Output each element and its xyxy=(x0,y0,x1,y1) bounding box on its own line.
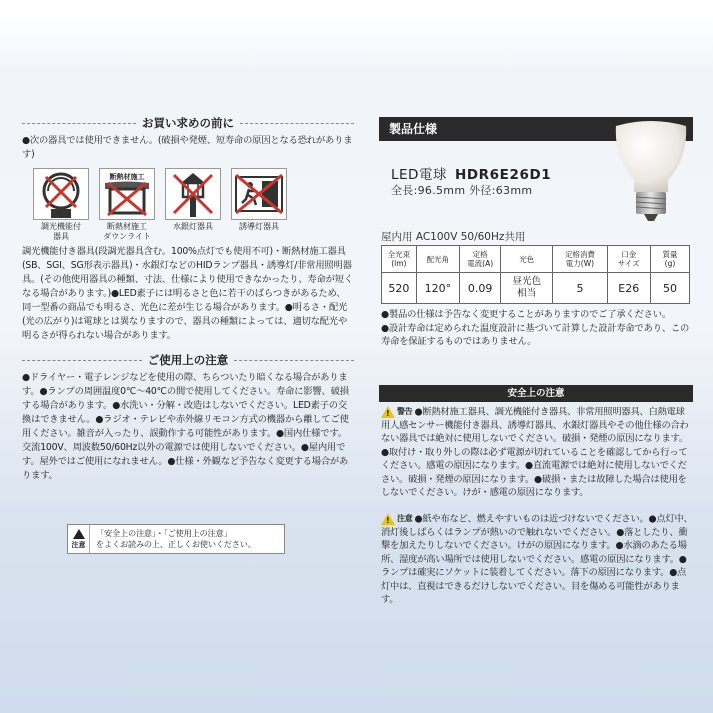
col-header: 全光束 (lm) xyxy=(382,246,417,273)
fixture-mercury-label: 水銀灯器具 xyxy=(173,222,213,231)
read-notice-box xyxy=(67,524,285,554)
warning-tag xyxy=(381,405,413,419)
notice-tag xyxy=(68,525,90,553)
col-header: 光色 xyxy=(501,246,553,273)
table-cell: 0.09 xyxy=(460,273,501,304)
warning-block xyxy=(381,405,693,500)
fixture-insulated-label: 断熱材施工 ダウンライト xyxy=(103,222,151,241)
warning-text: ●断熱材施工器具、調光機能付き器具、非常用照明器具、白熱電球用人感センサー機能付き器具、誘導灯器具、水銀灯器具やその他仕様の合わない器具では絶対に使用しないでください。破損・発煙の原因になります。●取付け・取り外しの際は必ず電源が切れていることを確認してから行ってください。感電の原因になります。●直流電源では絶対に使用しないでください。破損・発煙の原因になります。●破損・または故障した場合は使用をしないでください。けが・感電の原因になります。 xyxy=(381,406,689,499)
purchase-body: 調光機能付き器具(段調光器具含む。100%点灯でも使用不可)・断熱材施工器具(SB、SGI、SG形表示器具)・水銀灯などのHIDランプ器具・誘導灯/非常用照明器具。(その他使用器具の種類、寸法、仕様により使用できなかったり、寿命が短くなる場合があります。)●LED素子には明るさと色に若干のばらつきがあるため、同一型番の商品でも明るさ、光色に差が生じる場合があります。●明るさ・配光(光の広がり)は電球とは異なりますので、器具の種類によっては、適切な配光や明るさが得られない場合があります。 xyxy=(22,246,353,341)
mercury-lamp-icon xyxy=(166,169,220,219)
spec-table xyxy=(381,245,690,304)
usage-body: ●ドライヤー・電子レンジなどを使用の際、ちらついたり暗くなる場合があります。●ランプの周囲温度0℃〜40℃の間で使用してください。寿命に影響、破損する場合があります。●水洗い・分解・改造はしないでください。LED素子の交換はできません。●ラジオ・テレビや赤外線リモコン方式の機器から離してご使用ください。雑音が入ったり、誤動作する可能性があります。●国内仕様です。交流100V、周波数50/60Hz以外の電源では使用しないでください。●屋内用です。屋外ではご使用になれません。●仕様・外観など予告なく変更する場合があります。 xyxy=(22,372,349,481)
purchase-section-header xyxy=(22,112,354,134)
model-code: HDR6E26D1 xyxy=(454,167,552,183)
notice-text: 「安全上の注意」・「ご使用上の注意」 をよくお読みの上、正しくお使いください。 xyxy=(96,528,256,549)
insulated-inner-label: 断熱材施工 xyxy=(109,173,145,181)
table-cell: 5 xyxy=(553,273,607,304)
dimmer-fixture-icon xyxy=(34,169,88,219)
product-model xyxy=(391,163,551,183)
notice-tag-label: 注意 xyxy=(71,540,86,549)
table-cell: 50 xyxy=(650,273,689,304)
fixture-insulated-downlight xyxy=(98,168,156,242)
col-header: 配光角 xyxy=(416,246,459,273)
safety-title-bar: 安全上の注意 xyxy=(379,385,693,402)
divider xyxy=(22,123,136,124)
usage-section-header xyxy=(22,349,354,371)
table-cell: E26 xyxy=(607,273,650,304)
caution-block xyxy=(381,512,693,607)
caution-tag xyxy=(381,512,413,526)
fixture-dimmer xyxy=(32,168,90,242)
fixture-emergency xyxy=(230,168,288,242)
col-header: 定格消費 電力(W) xyxy=(553,246,607,273)
spec-title-bar: 製品仕様 xyxy=(379,117,693,141)
emergency-exit-icon xyxy=(232,169,286,219)
warning-label: 警告 xyxy=(397,407,413,416)
divider xyxy=(22,360,142,361)
col-header: 定格 電流(A) xyxy=(460,246,501,273)
fixture-emergency-label: 誘導灯器具 xyxy=(239,222,279,231)
caution-label: 注意 xyxy=(397,514,413,523)
fixture-dimmer-label: 調光機能付 器具 xyxy=(41,222,81,241)
purchase-intro: ●次の器具では使用できません。(破損や発煙、短寿命の原因となる恐れがあります) xyxy=(22,135,353,160)
spec-table-row xyxy=(382,273,690,304)
led-bulb-image xyxy=(612,118,690,222)
purchase-title: お買い求めの前に xyxy=(142,116,234,130)
spec-table-header xyxy=(382,246,690,273)
table-cell: 520 xyxy=(382,273,417,304)
usage-title: ご使用上の注意 xyxy=(147,353,229,367)
table-cell: 120° xyxy=(416,273,459,304)
left-column xyxy=(22,112,354,483)
divider xyxy=(234,360,354,361)
spec-notes: ●製品の仕様は予告なく変更することがありますのでご了承ください。 ●設計寿命は定められた温度設計に基づいて計算した設計寿命であり、この寿命を保証するものではありません。 xyxy=(381,309,690,347)
caution-triangle-icon xyxy=(381,513,395,525)
col-header: 質量 (g) xyxy=(650,246,689,273)
warning-triangle-icon xyxy=(381,406,395,418)
usage-line: 屋内用 AC100V 50/60Hz共用 xyxy=(381,231,526,243)
product-type: LED電球 xyxy=(391,167,447,183)
unsupported-fixtures-row xyxy=(32,168,354,242)
divider xyxy=(240,123,354,124)
table-cell: 昼光色 相当 xyxy=(501,273,553,304)
insulated-downlight-icon xyxy=(100,169,154,219)
warning-triangle-icon xyxy=(73,529,85,539)
col-header: 口金 サイズ xyxy=(607,246,650,273)
product-dimensions: 全長:96.5mm 外径:63mm xyxy=(391,184,533,197)
caution-text: ●紙や布など、燃えやすいものは近づけないでください。●点灯中、消灯後しばらくはランプが熱いので触れないでください。●落としたり、衝撃を加えたりしないでください。けがの原因になります。●水滴のあたる場所、湿度が高い場所では使用しないでください。感電の原因になります。●ランプは確実にソケットに装着してください。落下の原因になります。●点灯中は、直視はできるだけしないでください。目を傷める可能性があります。 xyxy=(381,513,693,606)
fixture-mercury xyxy=(164,168,222,242)
